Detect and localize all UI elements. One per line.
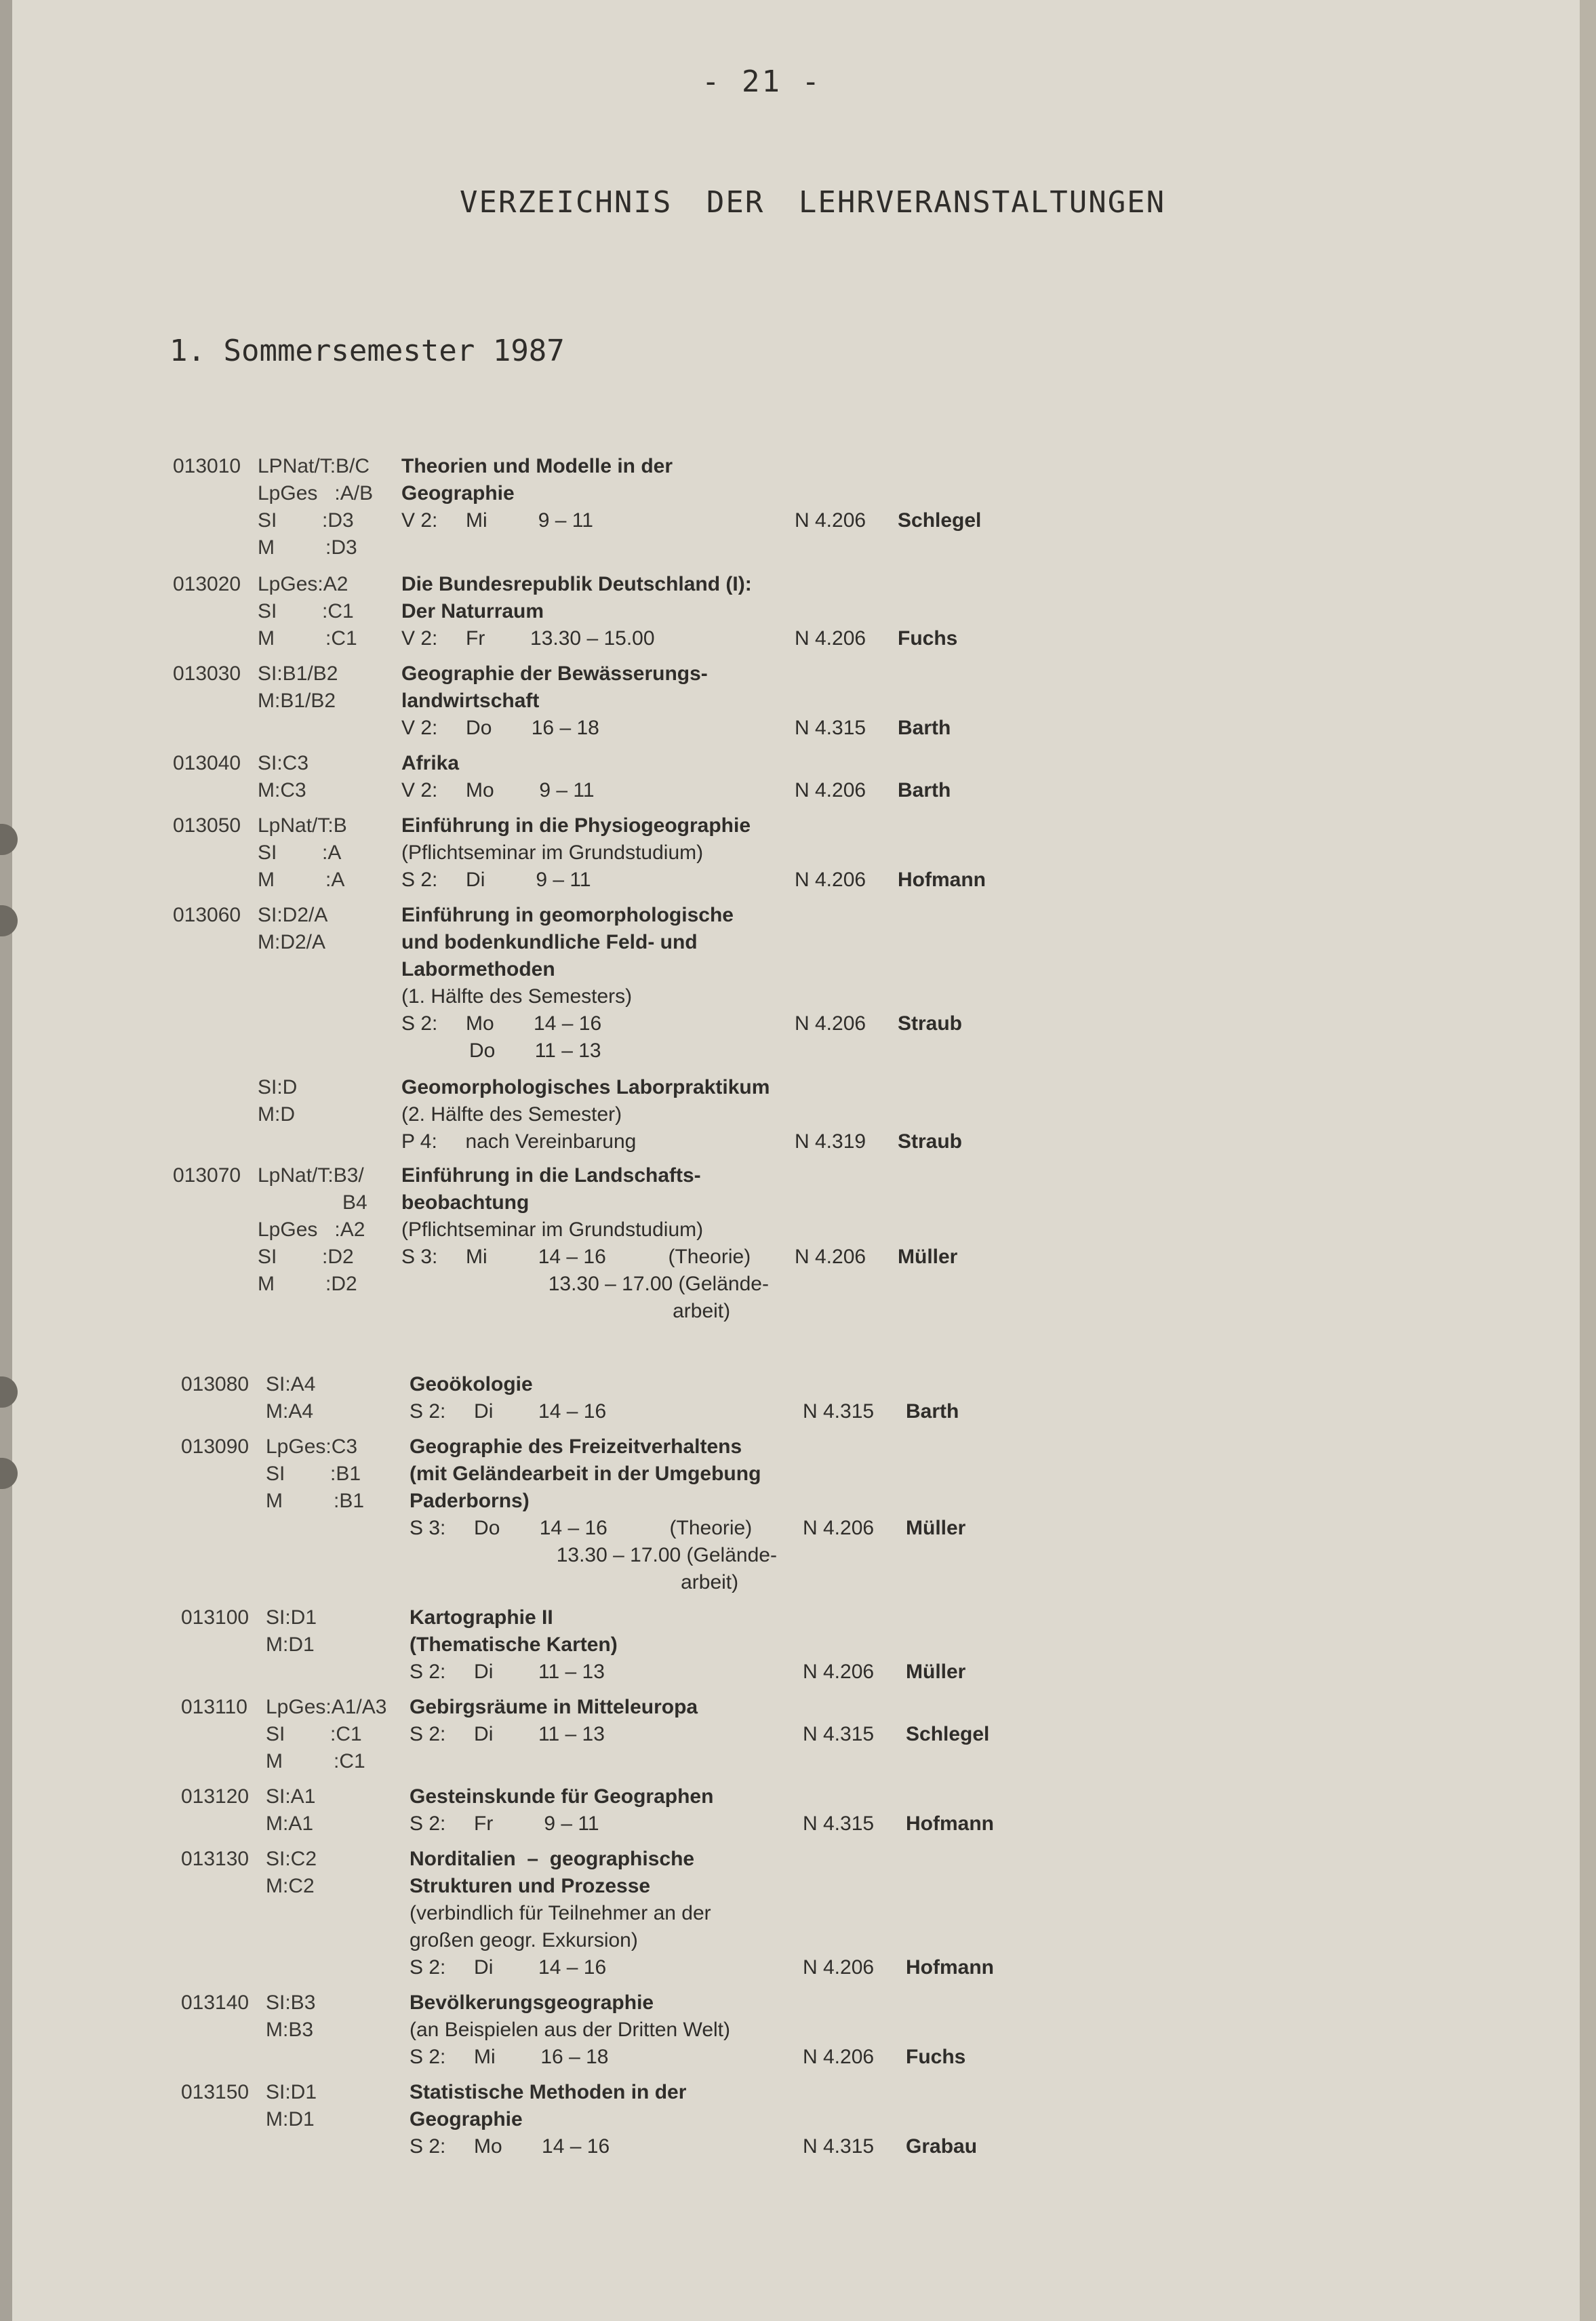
course-title: (mit Geländearbeit in der Umgebung [410,1463,761,1485]
course-note: (Pflichtseminar im Grundstudium) [401,841,704,864]
module-code: LpGes:A1/A3 [266,1696,387,1718]
course-schedule: V 2: Fr 13.30 – 15.00 [401,627,655,650]
module-code: SI :C1 [266,1723,362,1745]
course-title: Gesteinskunde für Geographen [410,1785,714,1808]
module-code: M:D [258,1103,295,1126]
course-title: Geoökologie [410,1373,533,1395]
course-title: Strukturen und Prozesse [410,1875,651,1897]
room: N 4.315 [795,717,866,739]
course-number: 013010 [173,455,241,477]
lecturer: Grabau [906,2135,978,2158]
room: N 4.206 [803,1661,875,1683]
course-number: 013110 [181,1696,247,1718]
room: N 4.315 [803,1723,875,1745]
course-number: 013130 [181,1848,250,1870]
course-schedule: 13.30 – 17.00 (Gelände- [410,1544,777,1566]
module-code: M:C2 [266,1875,315,1897]
section-heading: 1. Sommersemester 1987 [169,334,565,368]
module-code: SI:C2 [266,1848,317,1870]
lecturer: Hofmann [906,1956,994,1979]
lecturer: Straub [898,1012,963,1035]
course-title: Afrika [401,752,460,774]
course-schedule: S 2: Di 11 – 13 [410,1661,605,1683]
binder-ring-hole [0,905,18,936]
course-number: 013140 [181,1991,250,2014]
room: N 4.206 [795,627,866,650]
course-number: 013150 [181,2081,250,2103]
lecturer: Hofmann [898,869,986,891]
lecturer: Fuchs [898,627,958,650]
course-title: Gebirgsräume in Mitteleuropa [410,1696,698,1718]
module-code: SI:D1 [266,1606,317,1629]
course-schedule: S 3: Do 14 – 16 (Theorie) [410,1517,753,1539]
module-code: SI :D3 [258,509,354,532]
course-title: Paderborns) [410,1490,530,1512]
lecturer: Hofmann [906,1812,994,1835]
course-title: Die Bundesrepublik Deutschland (I): [401,573,752,595]
room: N 4.315 [803,2135,875,2158]
lecturer: Müller [906,1661,966,1683]
room: N 4.315 [803,1400,875,1423]
course-schedule: arbeit) [410,1571,739,1593]
course-note: großen geogr. Exkursion) [410,1929,638,1951]
module-code: SI:D1 [266,2081,317,2103]
room: N 4.206 [795,1012,866,1035]
course-schedule: S 2: Mo 14 – 16 [401,1012,602,1035]
binder-ring-hole [0,1458,18,1489]
course-schedule: S 2: Di 9 – 11 [401,869,591,891]
room: N 4.206 [795,509,866,532]
module-code: M:A4 [266,1400,314,1423]
page-right-edge [1580,0,1596,2321]
course-title: beobachtung [401,1191,530,1214]
module-code: LpNat/T:B3/ [258,1164,364,1187]
course-number: 013020 [173,573,241,595]
course-schedule: arbeit) [401,1300,731,1322]
room: N 4.206 [795,779,866,801]
module-code: SI:B3 [266,1991,316,2014]
course-number: 013120 [181,1785,250,1808]
module-code: SI:D [258,1076,298,1098]
binder-ring-hole [0,824,18,855]
module-code: SI:C3 [258,752,309,774]
room: N 4.319 [795,1130,866,1153]
lecturer: Straub [898,1130,963,1153]
lecturer: Schlegel [898,509,982,532]
course-title: Geographie [410,2108,523,2130]
course-title: (Thematische Karten) [410,1633,618,1656]
course-schedule: V 2: Mi 9 – 11 [401,509,593,532]
module-code: SI :B1 [266,1463,361,1485]
course-number: 013090 [181,1435,250,1458]
course-schedule: S 2: Di 14 – 16 [410,1400,607,1423]
lecturer: Barth [906,1400,959,1423]
module-code: M :D3 [258,536,357,559]
module-code: M :C1 [266,1750,365,1772]
course-number: 013100 [181,1606,250,1629]
binder-ring-hole [0,1376,18,1408]
course-title: Einführung in die Landschafts- [401,1164,701,1187]
course-schedule: S 3: Mi 14 – 16 (Theorie) [401,1246,751,1268]
lecturer: Müller [898,1246,958,1268]
course-number: 013080 [181,1373,250,1395]
module-code: M :A [258,869,345,891]
module-code: M:C3 [258,779,306,801]
course-title: Geographie der Bewässerungs- [401,662,708,685]
course-title: Der Naturraum [401,600,544,622]
course-schedule: V 2: Do 16 – 18 [401,717,599,739]
course-title: landwirtschaft [401,690,540,712]
course-title: Geographie des Freizeitverhaltens [410,1435,742,1458]
module-code: LpGes:A2 [258,573,348,595]
lecturer: Barth [898,717,951,739]
course-note: (verbindlich für Teilnehmer an der [410,1902,711,1924]
module-code: M:D2/A [258,931,326,953]
module-code: SI:D2/A [258,904,328,926]
lecturer: Fuchs [906,2046,966,2068]
module-code: SI:A4 [266,1373,316,1395]
module-code: SI:B1/B2 [258,662,338,685]
course-schedule: Do 11 – 13 [401,1039,601,1062]
course-schedule: 13.30 – 17.00 (Gelände- [401,1273,769,1295]
module-code: M :B1 [266,1490,365,1512]
module-code: LpGes :A2 [258,1218,365,1241]
course-schedule: S 2: Mi 16 – 18 [410,2046,609,2068]
module-code: B4 [258,1191,367,1214]
course-title: Bevölkerungsgeographie [410,1991,654,2014]
module-code: LpGes:C3 [266,1435,358,1458]
page-number: - 21 - [702,64,822,99]
course-note: (2. Hälfte des Semester) [401,1103,622,1126]
room: N 4.315 [803,1812,875,1835]
course-note: (1. Hälfte des Semesters) [401,985,633,1008]
course-title: und bodenkundliche Feld- und [401,931,698,953]
course-note: (an Beispielen aus der Dritten Welt) [410,2019,730,2041]
course-schedule: S 2: Mo 14 – 16 [410,2135,610,2158]
course-title: Labormethoden [401,958,555,980]
module-code: LpNat/T:B [258,814,347,837]
course-title: Statistische Methoden in der [410,2081,687,2103]
course-number: 013030 [173,662,241,685]
course-number: 013060 [173,904,241,926]
module-code: SI :C1 [258,600,354,622]
course-title: Kartographie II [410,1606,553,1629]
course-number: 013040 [173,752,241,774]
course-title: Norditalien – geographische [410,1848,695,1870]
course-title: Einführung in die Physiogeographie [401,814,751,837]
course-title: Geographie [401,482,515,504]
page-title: VERZEICHNIS DER LEHRVERANSTALTUNGEN [460,185,1166,220]
lecturer: Barth [898,779,951,801]
room: N 4.206 [803,2046,875,2068]
course-title: Einführung in geomorphologische [401,904,734,926]
course-schedule: P 4: nach Vereinbarung [401,1130,637,1153]
module-code: SI :D2 [258,1246,354,1268]
module-code: LpGes :A/B [258,482,374,504]
module-code: SI :A [258,841,342,864]
course-schedule: S 2: Di 14 – 16 [410,1956,607,1979]
course-title: Theorien und Modelle in der [401,455,673,477]
module-code: LPNat/T:B/C [258,455,370,477]
course-schedule: S 2: Di 11 – 13 [410,1723,605,1745]
room: N 4.206 [803,1517,875,1539]
course-note: (Pflichtseminar im Grundstudium) [401,1218,704,1241]
course-number: 013050 [173,814,241,837]
course-title: Geomorphologisches Laborpraktikum [401,1076,770,1098]
module-code: M:D1 [266,1633,315,1656]
room: N 4.206 [795,1246,866,1268]
module-code: M:A1 [266,1812,314,1835]
module-code: M:B1/B2 [258,690,336,712]
module-code: SI:A1 [266,1785,316,1808]
lecturer: Schlegel [906,1723,990,1745]
course-schedule: V 2: Mo 9 – 11 [401,779,595,801]
module-code: M:B3 [266,2019,314,2041]
lecturer: Müller [906,1517,966,1539]
module-code: M :D2 [258,1273,357,1295]
room: N 4.206 [795,869,866,891]
module-code: M:D1 [266,2108,315,2130]
page-left-edge [0,0,12,2321]
course-number: 013070 [173,1164,241,1187]
module-code: M :C1 [258,627,357,650]
room: N 4.206 [803,1956,875,1979]
course-schedule: S 2: Fr 9 – 11 [410,1812,599,1835]
